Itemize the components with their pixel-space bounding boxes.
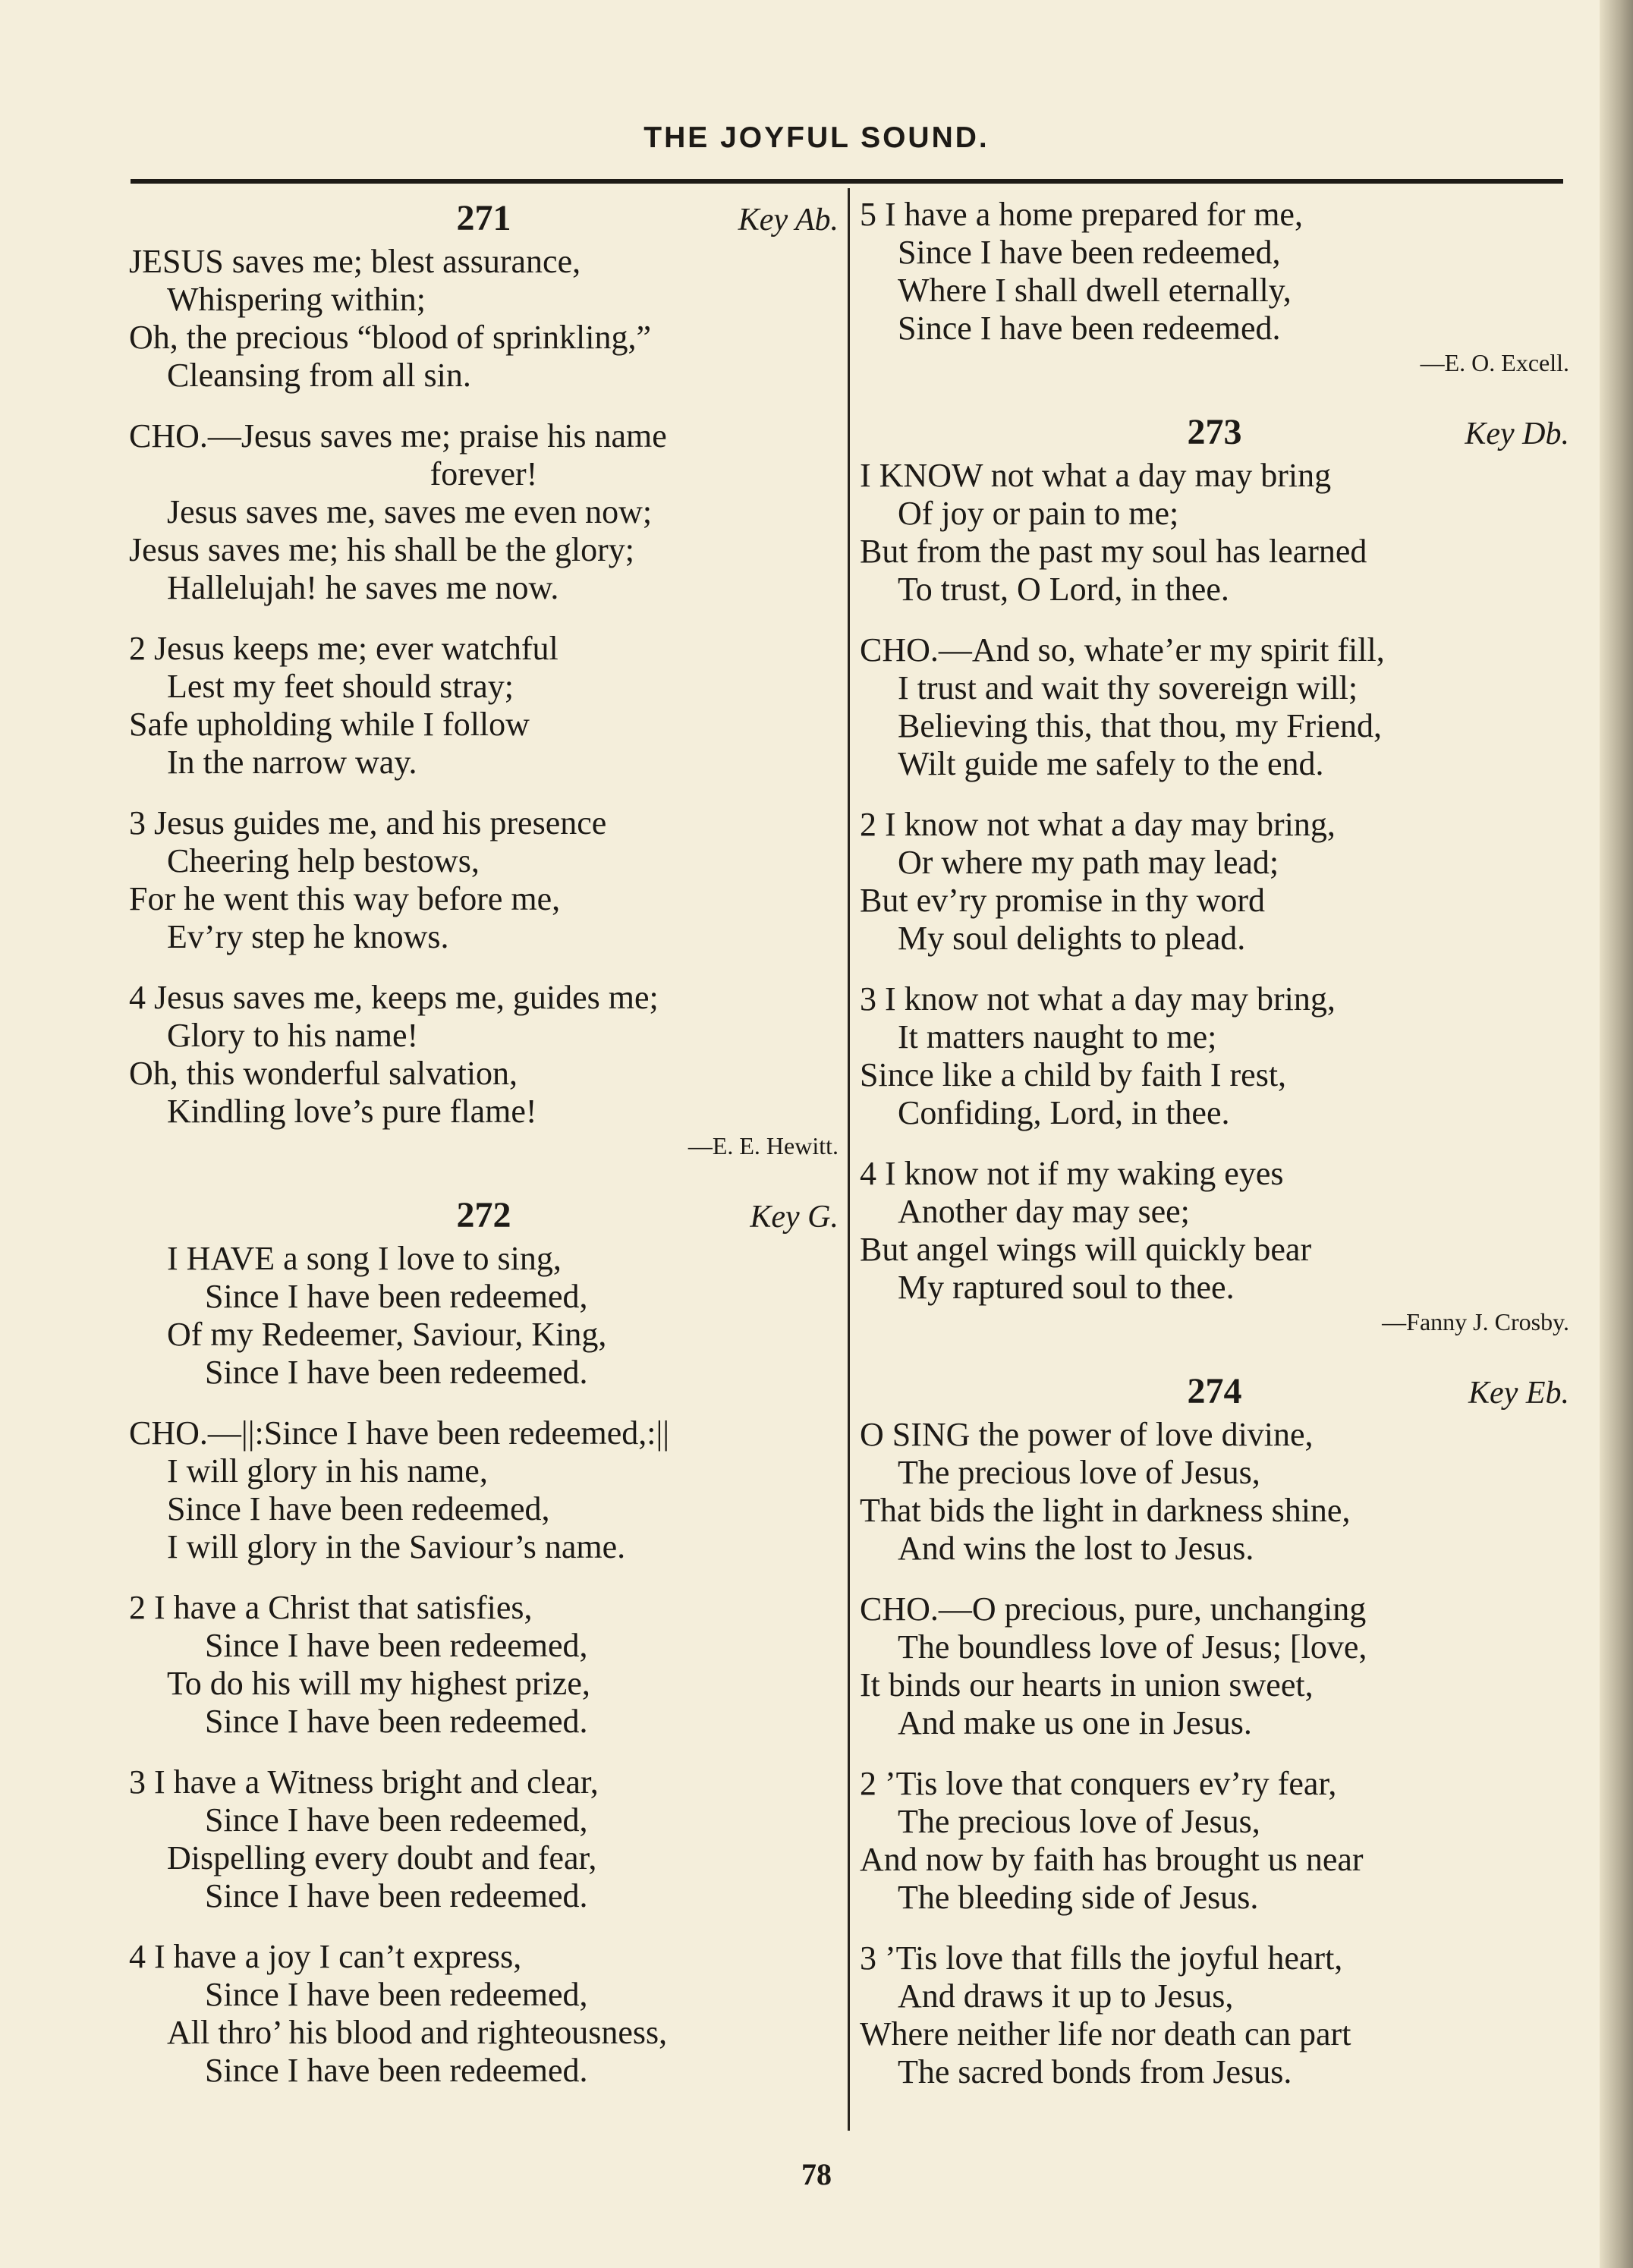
stanza [129, 630, 839, 782]
verse-line: Since I have been redeemed, [205, 1627, 588, 1664]
verse-line: 5 I have a home prepared for me, [860, 196, 1303, 233]
hymn-key: Key G. [750, 1200, 839, 1235]
right-column [860, 196, 1569, 2114]
hymn-number: 272 [456, 1195, 511, 1235]
verse-line: Cheering help bestows, [167, 842, 480, 879]
hymn-274 [860, 1369, 1569, 2091]
hymn-key: Key Eb. [1468, 1376, 1569, 1411]
hymn-271 [129, 196, 839, 1161]
verse-line: I will glory in the Saviour’s name. [167, 1528, 626, 1565]
verse-line: I trust and wait thy sovereign will; [898, 669, 1358, 706]
page-edge-shadow [1600, 0, 1633, 2268]
page-number: 78 [801, 2157, 832, 2191]
verse-line: Or where my path may lead; [898, 844, 1279, 881]
verse-line: My soul delights to plead. [898, 920, 1246, 957]
verse-line: Safe upholding while I follow [129, 706, 530, 743]
stanza [860, 1765, 1569, 1917]
hymn-heading [860, 1369, 1569, 1416]
page-header: THE JOYFUL SOUND. [643, 121, 990, 154]
hymn-heading [129, 1193, 839, 1240]
verse-line: The precious love of Jesus, [898, 1803, 1260, 1840]
hymn-heading [129, 196, 839, 243]
verse-line: Since I have been redeemed, [205, 1278, 588, 1315]
verse-line: It binds our hearts in union sweet, [860, 1666, 1314, 1703]
stanza [129, 1589, 839, 1741]
stanza [860, 1939, 1569, 2091]
verse-line: Since I have been redeemed, [205, 1976, 588, 2013]
verse-line: Cleansing from all sin. [167, 357, 471, 394]
verse-line: But angel wings will quickly bear [860, 1231, 1312, 1268]
hymn-272-continuation [860, 196, 1569, 378]
verse-line: Where neither life nor death can part [860, 2015, 1351, 2053]
verse-line: CHO.—Jesus saves me; praise his name [129, 417, 667, 455]
verse-line: 4 Jesus saves me, keeps me, guides me; [129, 979, 659, 1016]
stanza [860, 1416, 1569, 1568]
stanza [860, 196, 1569, 348]
hymn-heading [860, 410, 1569, 457]
chorus [860, 631, 1569, 783]
verse-line: But from the past my soul has learned [860, 533, 1367, 570]
verse-line: But ev’ry promise in thy word [860, 882, 1266, 919]
hymn-author: —E. E. Hewitt. [687, 1132, 839, 1159]
verse-line: CHO.—And so, whate’er my spirit fill, [860, 631, 1385, 668]
verse-line: Confiding, Lord, in thee. [898, 1094, 1230, 1131]
verse-line: Jesus saves me, saves me even now; [167, 493, 653, 530]
stanza [129, 243, 839, 395]
left-column [129, 196, 839, 2112]
verse-line: CHO.—O precious, pure, unchanging [860, 1590, 1367, 1628]
verse-line: Lest my feet should stray; [167, 668, 514, 705]
stanza [860, 457, 1569, 609]
verse-line: Ev’ry step he knows. [167, 918, 449, 955]
verse-line: That bids the light in darkness shine, [860, 1492, 1351, 1529]
hymn-author: —E. O. Excell. [1420, 349, 1569, 376]
chorus [129, 1414, 839, 1566]
verse-line: Another day may see; [898, 1193, 1190, 1230]
stanza [129, 1240, 839, 1392]
verse-line: And make us one in Jesus. [898, 1704, 1252, 1741]
verse-line: 2 Jesus keeps me; ever watchful [129, 630, 558, 667]
verse-line: I HAVE a song I love to sing, [167, 1240, 562, 1277]
hymn-number: 271 [456, 198, 511, 238]
stanza [129, 804, 839, 956]
verse-line: Of my Redeemer, Saviour, King, [167, 1316, 607, 1353]
verse-line: forever! [429, 455, 538, 492]
verse-line: 3 ’Tis love that fills the joyful heart, [860, 1939, 1343, 1977]
chorus [129, 417, 839, 607]
verse-line: The precious love of Jesus, [898, 1454, 1260, 1491]
verse-line: 3 I know not what a day may bring, [860, 980, 1336, 1018]
stanza [860, 1155, 1569, 1307]
verse-line: 2 I know not what a day may bring, [860, 806, 1336, 843]
verse-line: And now by faith has brought us near [860, 1841, 1364, 1878]
verse-line: Since like a child by faith I rest, [860, 1056, 1287, 1093]
verse-line: 3 Jesus guides me, and his presence [129, 804, 607, 841]
header-rule [131, 179, 1563, 184]
verse-line: To trust, O Lord, in thee. [898, 571, 1229, 608]
verse-line: Hallelujah! he saves me now. [167, 569, 559, 606]
verse-line: I will glory in his name, [167, 1452, 488, 1489]
verse-line: Jesus saves me; his shall be the glory; [129, 531, 635, 568]
verse-line: Since I have been redeemed, [205, 1801, 588, 1839]
stanza [860, 806, 1569, 958]
verse-line: Believing this, that thou, my Friend, [898, 707, 1382, 744]
hymn-number: 274 [1187, 1371, 1242, 1411]
stanza [129, 979, 839, 1131]
verse-line: CHO.—||:Since I have been redeemed,:|| [129, 1414, 670, 1452]
verse-line: And wins the lost to Jesus. [898, 1530, 1254, 1567]
verse-line: I KNOW not what a day may bring [860, 457, 1332, 494]
verse-line: 4 I know not if my waking eyes [860, 1155, 1284, 1192]
verse-line: Wilt guide me safely to the end. [898, 745, 1324, 782]
verse-line: Since I have been redeemed. [205, 2052, 588, 2089]
hymn-number: 273 [1187, 412, 1242, 452]
verse-line: The bleeding side of Jesus. [898, 1879, 1259, 1916]
verse-line: The boundless love of Jesus; [love, [898, 1628, 1367, 1666]
verse-line: Of joy or pain to me; [898, 495, 1179, 532]
column-divider [848, 188, 850, 2131]
hymn-272 [129, 1193, 839, 2090]
stanza [129, 1763, 839, 1915]
chorus [860, 1590, 1569, 1742]
verse-line: Since I have been redeemed. [205, 1354, 588, 1391]
verse-line: Since I have been redeemed, [898, 234, 1281, 271]
verse-line: Oh, the precious “blood of sprinkling,” [129, 319, 651, 356]
verse-line: 3 I have a Witness bright and clear, [129, 1763, 599, 1801]
hymn-273 [860, 410, 1569, 1337]
stanza [860, 980, 1569, 1132]
hymn-key: Key Db. [1465, 417, 1569, 451]
verse-line: Since I have been redeemed. [205, 1877, 588, 1914]
verse-line: And draws it up to Jesus, [898, 1977, 1234, 2015]
verse-line: 2 I have a Christ that satisfies, [129, 1589, 533, 1626]
verse-line: Kindling love’s pure flame! [167, 1093, 537, 1130]
hymn-author: —Fanny J. Crosby. [1382, 1308, 1569, 1335]
verse-line: Since I have been redeemed, [167, 1490, 550, 1527]
verse-line: The sacred bonds from Jesus. [898, 2053, 1292, 2090]
verse-line: 4 I have a joy I can’t express, [129, 1938, 522, 1975]
verse-line: 2 ’Tis love that conquers ev’ry fear, [860, 1765, 1337, 1802]
verse-line: For he went this way before me, [129, 880, 561, 917]
stanza [129, 1938, 839, 2090]
verse-line: All thro’ his blood and righteousness, [167, 2014, 668, 2051]
verse-line: To do his will my highest prize, [167, 1665, 590, 1702]
verse-line: My raptured soul to thee. [898, 1269, 1235, 1306]
verse-line: Glory to his name! [167, 1017, 419, 1054]
verse-line: Since I have been redeemed. [205, 1703, 588, 1740]
verse-line: It matters naught to me; [898, 1018, 1217, 1055]
verse-line: In the narrow way. [167, 744, 417, 781]
verse-line: JESUS saves me; blest assurance, [129, 243, 581, 280]
verse-line: Dispelling every doubt and fear, [167, 1839, 597, 1876]
verse-line: Where I shall dwell eternally, [898, 272, 1292, 309]
verse-line: O SING the power of love divine, [860, 1416, 1314, 1453]
verse-line: Since I have been redeemed. [898, 310, 1281, 347]
hymn-key: Key Ab. [738, 203, 839, 237]
verse-line: Oh, this wonderful salvation, [129, 1055, 518, 1092]
verse-line: Whispering within; [167, 281, 426, 318]
